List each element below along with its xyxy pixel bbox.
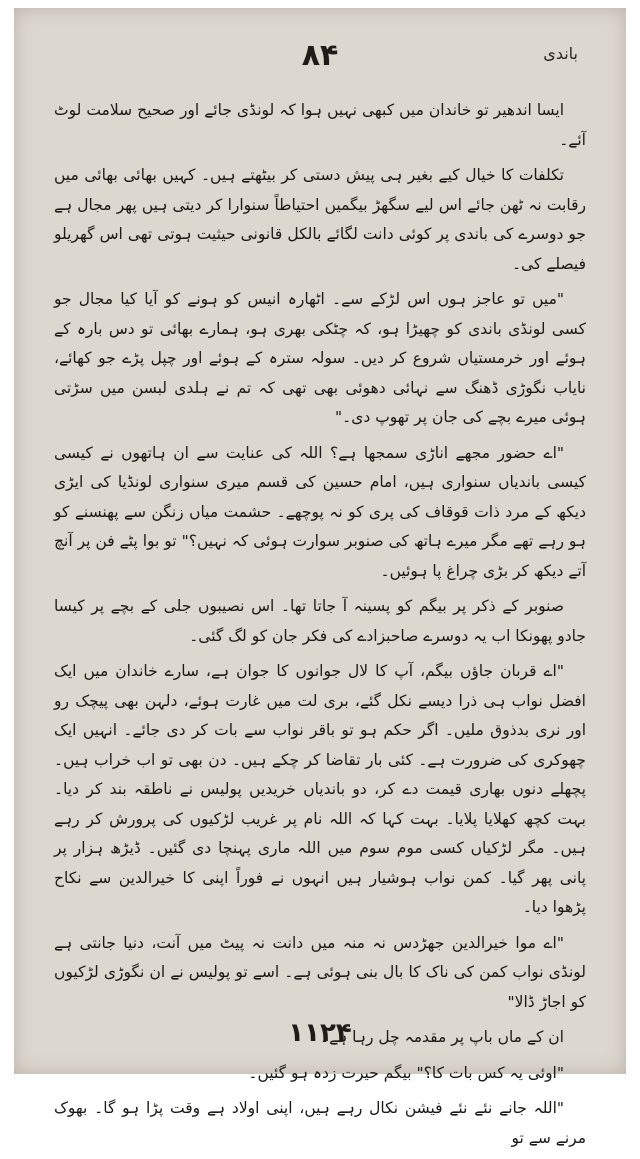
paragraph: "اللہ جانے نئے نئے فیشن نکال رہے ہیں، اپنی اولاد ہے وقت پڑا ہو گا۔ بھوک مرنے سے تو bbox=[54, 1099, 586, 1147]
paragraph: صنوبر کے ذکر پر بیگم کو پسینہ آ جاتا تھا۔ اس نصیبوں جلی کے بچے پر کیسا جادو پھونکا اب یہ دوسرے صاحبزادے کی فکر جان کو لگ گئی۔ bbox=[54, 597, 586, 645]
paragraph: "میں تو عاجز ہوں اس لڑکے سے۔ اٹھارہ انیس کو ہونے کو آیا کیا مجال جو کسی لونڈی باندی کو چھیڑا ہو، کہ چٹکی بھری ہو، ہمارے بھائی تو دس بارہ کے ہوئے اور خرمستیاں شروع کر دیں۔ سولہ سترہ کے ہوئے اور چپل پڑے جو کھائے، نایاب نگوڑی ڈھنگ سے نہائی دھوئی بھی تھی کہ تم نے ہلدی لبسن میں سڑتی ہوئی میرے بچے کی جان پر تھوپ دی۔" bbox=[54, 290, 586, 426]
page-header bbox=[34, 38, 606, 88]
footer-page-number: ۱۱۲۴ bbox=[288, 1018, 352, 1048]
paragraph: "اے قربان جاؤں بیگم، آپ کا لال جوانوں کا جوان ہے، سارے خاندان میں ایک افضل نواب ہی ذرا دیسے نکل گئے، بری لت میں غارت ہوئے، دلہن بھی پیچک رو اور نری بدذوق ملیں۔ اگر حکم ہو تو باقر نواب سے بات کر دی جائے۔ انہیں ایک چھوکری کی ضرورت ہے۔ کئی بار تقاضا کر چکے ہیں۔ دن بھی تو اب خراب ہیں۔ پچھلے دنوں بھاری قیمت دے کر، دو باندیاں خریدیں پولیس نے ناطقہ بند کر دیا۔ بہت کچھ کھلایا پلایا۔ بہت کہا کہ اللہ نام پر غریب لڑکیوں کی پرورش کر رہے ہیں۔ مگر لڑکیاں کسی موم سوم میں اللہ ماری پہنچا دی گئیں۔ ڈیڑھ ہزار پر پانی پھر گیا۔ کمن نواب ہوشیار ہیں انہوں نے فوراً اپنی کا خیرالدین سے نکاح پڑھوا دیا۔ bbox=[54, 662, 586, 916]
paragraph: ان کے ماں باپ پر مقدمہ چل رہا ہے۔ bbox=[320, 1028, 564, 1046]
paragraph: "اے موا خیرالدین جھڑدس نہ منہ میں دانت نہ پیٹ میں آنت، دنیا جانتی ہے لونڈی نواب کمن کی ناک کا بال بنی ہوئی ہے۔ اسے تو پولیس نے ان نگوڑی لڑکیوں کو اجاڑ ڈالا" bbox=[54, 933, 586, 1011]
paragraph: "اے حضور مجھے اناڑی سمجھا ہے؟ اللہ کی عنایت سے ان ہاتھوں نے کیسی کیسی باندیاں سنواری ہیں، امام حسین کی قسم میری سنواری لونڈیا کی ایڑی دیکھ کے مرد ذات قوقاف کی پری کو نہ پوچھے۔ حشمت میاں زنگن سے پھنسنے کو ہو رہے تھے مگر میرے ہاتھ کی صنوبر سوارت ہوئی کہ نہیں؟" تو بوا پٹے فن پر آنچ آتے دیکھ کر بڑی چراغ پا ہوئیں۔ bbox=[54, 443, 586, 580]
paragraph: تکلفات کا خیال کیے بغیر ہی پیش دستی کر بیٹھتے ہیں۔ کہیں بھائی بھائی میں رقابت نہ ٹھن جائے اس لیے سگھڑ بیگمیں احتیاطاً سنوارا کر دیتی ہیں پھر مجال ہے جو دوسرے کی باندی پر کوئی دانت لگائے بالکل قانونی حیثیت ہوتی تھی اس گھریلو فیصلے کی۔ bbox=[54, 166, 586, 273]
paragraph: ایسا اندھیر تو خاندان میں کبھی نہیں ہوا کہ لونڈی جائے اور صحیح سلامت لوٹ آئے۔ bbox=[54, 101, 586, 149]
running-title: باندی bbox=[543, 44, 578, 63]
book-page bbox=[14, 8, 626, 1147]
paragraph: "اوئی یہ کس بات کا؟" بیگم حیرت زدہ ہو گئیں۔ bbox=[248, 1063, 564, 1082]
page-number: ۸۴ bbox=[301, 38, 339, 73]
page-body bbox=[54, 96, 586, 1159]
